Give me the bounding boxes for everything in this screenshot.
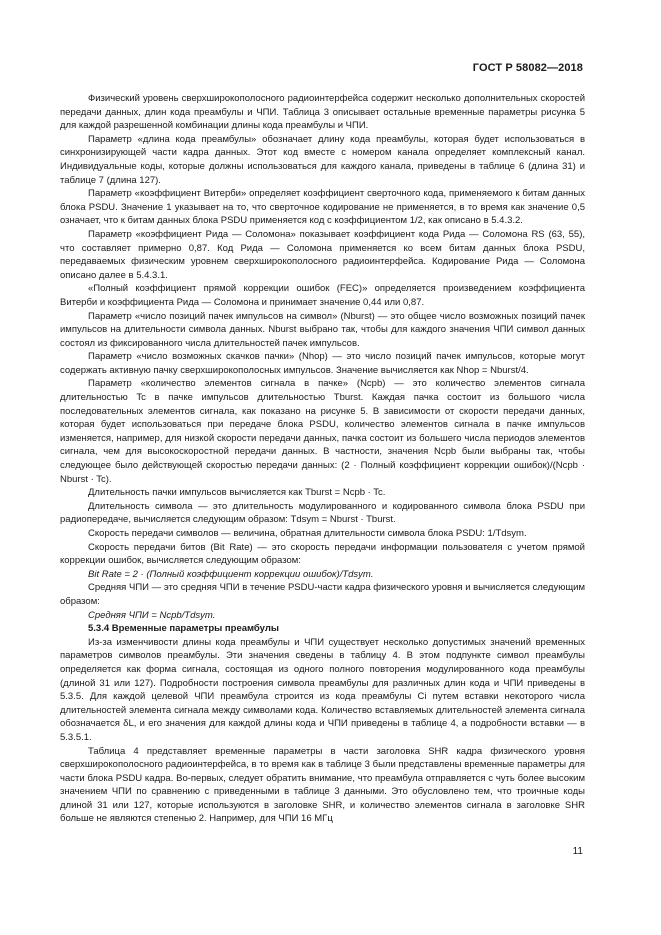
- paragraph: Длительность пачки импульсов вычисляется как Tburst = Ncpb · Tc.: [88, 487, 386, 499]
- formula-bit-rate: Bit Rate = 2 · (Полный коэффициент коррекции ошибок)/Tdsym.: [88, 568, 374, 580]
- formula-average-prf: Средняя ЧПИ = Ncpb/Tdsym.: [88, 609, 216, 621]
- paragraph: Длительность символа — это длительность модулированного и кодированного символа блока PSDU при радиопередаче, вычисляется следующим образом: Tdsym = Nburst · Tburst.: [60, 500, 585, 526]
- paragraph: Параметр «число возможных скачков пачки» (Nhop) — это число позиций пачек импульсов, которые могут содержать активную пачку сверхширокополосных импульсов. Значение вычисляется как Nhop = Nburst/4.: [60, 351, 585, 376]
- paragraph: Параметр «коэффициент Рида — Соломона» показывает коэффициент кода Рида — Соломона RS (63, 55), что составляет примерно 0,87. Код Рида — Соломона применяется ко всем битам данных блока PSDU, передаваемых физическим уровнем сверхширокополосного радиоинтерфейса. Кодирование Рида — Соломона описано далее в 5.4.3.1.: [60, 228, 585, 281]
- paragraph: Физический уровень сверхширокополосного радиоинтерфейса содержит несколько дополнительных скоростей передачи данных, длин кода преамбулы и ЧПИ. Таблица 3 описывает остальные временные параметры рисунка 5 для каждой разрешенной комбинации длины кода преамбулы и ЧПИ.: [60, 93, 585, 132]
- section-heading: 5.3.4 Временные параметры преамбулы: [88, 623, 279, 635]
- paragraph: Средняя ЧПИ — это средняя ЧПИ в течение PSDU-части кадра физического уровня и вычисляется следующим образом:: [60, 582, 585, 607]
- paragraph: Параметр «коэффициент Витерби» определяет коэффициент сверточного кода, применяемого к битам данных блока PSDU. Значение 1 указывает на то, что сверточное кодирование не применяется, в то время как значение 0,5 означает, что к битам данных блока PSDU применяется код с коэффициентом 1/2, как описано в 5.4.3.2.: [60, 188, 585, 227]
- paragraph: Скорость передачи символов — величина, обратная длительности символа блока PSDU: 1/Tdsym.: [88, 528, 527, 539]
- paragraph: Параметр «длина кода преамбулы» обозначает длину кода преамбулы, которая будет использоваться в синхронизирующей части кадра данных. Этот код вместе с номером канала определяет комплексный канал. Индивидуальные коды, которые должны использоваться для каждого канала, приведены в таблице 6 (длина 31) и таблице 7 (длина 127).: [60, 133, 585, 186]
- document-id-header: ГОСТ Р 58082—2018: [472, 62, 583, 74]
- paragraph: Таблица 4 представляет временные параметры в части заголовка SHR кадра физического уровня сверхширокополосного радиоинтерфейса, в то время как в таблице 3 были представлены временные параметры для части блока PSDU кадра. Во-первых, следует обратить внимание, что преамбула отправляется с чуть более высоким значением ЧПИ по сравнению с приведенными в таблице 3 данными. Это обусловлено тем, что троичные коды длиной 31 или 127, которые используются в заголовке SHR, и количество элементов сигнала в заголовке SHR больше не являются степенью 2. Например, для ЧПИ 16 МГц: [60, 745, 585, 825]
- paragraph: Скорость передачи битов (Bit Rate) — это скорость передачи информации пользователя с учетом прямой коррекции ошибок, вычисляется следующим образом:: [60, 541, 585, 567]
- document-body: [60, 92, 585, 826]
- page-number: 11: [572, 846, 583, 857]
- paragraph: Параметр «число позиций пачек импульсов на символ» (Nburst) — это общее число возможных позиций пачек импульсов на длительности символа данных. Nburst выбрано так, чтобы для каждого значения ЧПИ символ данных состоял из фиксированного числа длительностей пачек импульсов.: [60, 310, 585, 349]
- paragraph: «Полный коэффициент прямой коррекции ошибок (FEC)» определяется произведением коэффициента Витерби и коэффициента Рида — Соломона и принимает значение 0,44 или 0,87.: [60, 283, 585, 308]
- paragraph: Из-за изменчивости длины кода преамбулы и ЧПИ существует несколько допустимых значений временных параметров символов преамбулы. Эти значения сведены в таблицу 4. В этом подпункте символ преамбулы определяется как форма сигнала, состоящая из одного полного повторения модулированного кода преамбулы (длиной 31 или 127). Подробности построения символа преамбулы для различных длин кода и ЧПИ приведены в 5.3.5. Для каждой целевой ЧПИ преамбула строится из кода преамбулы Ci путем вставки некоторого числа длительностей элемента сигнала между символами кода. Количество вставляемых длительностей элемента сигнала обозначается δL, и его значения для каждой длины кода и ЧПИ приведены в таблице 4, а подробности вставки — в 5.3.5.1.: [60, 636, 585, 743]
- paragraph: Параметр «количество элементов сигнала в пачке» (Ncpb) — это количество элементов сигнала длительностью Tc в пачке импульсов длительностью Tburst. Каждая пачка состоит из большого числа последовательных элементов сигнала, как показано на рисунке 5. В зависимости от скорости передачи данных, которая будет использоваться при передаче блока PSDU, количество элементов сигнала в пачке импульсов изменяется, например, для низкой скорости передачи данных, пачка состоит из большего числа периодов элементов сигнала, чем для высокоскоростной передачи данных. В частности, значения Ncpb были выбраны так, чтобы следующее было действующей скоростью передачи данных: (2 · Полный коэффициент коррекции ошибок)/(Ncpb · Nburst · Tc).: [60, 378, 585, 485]
